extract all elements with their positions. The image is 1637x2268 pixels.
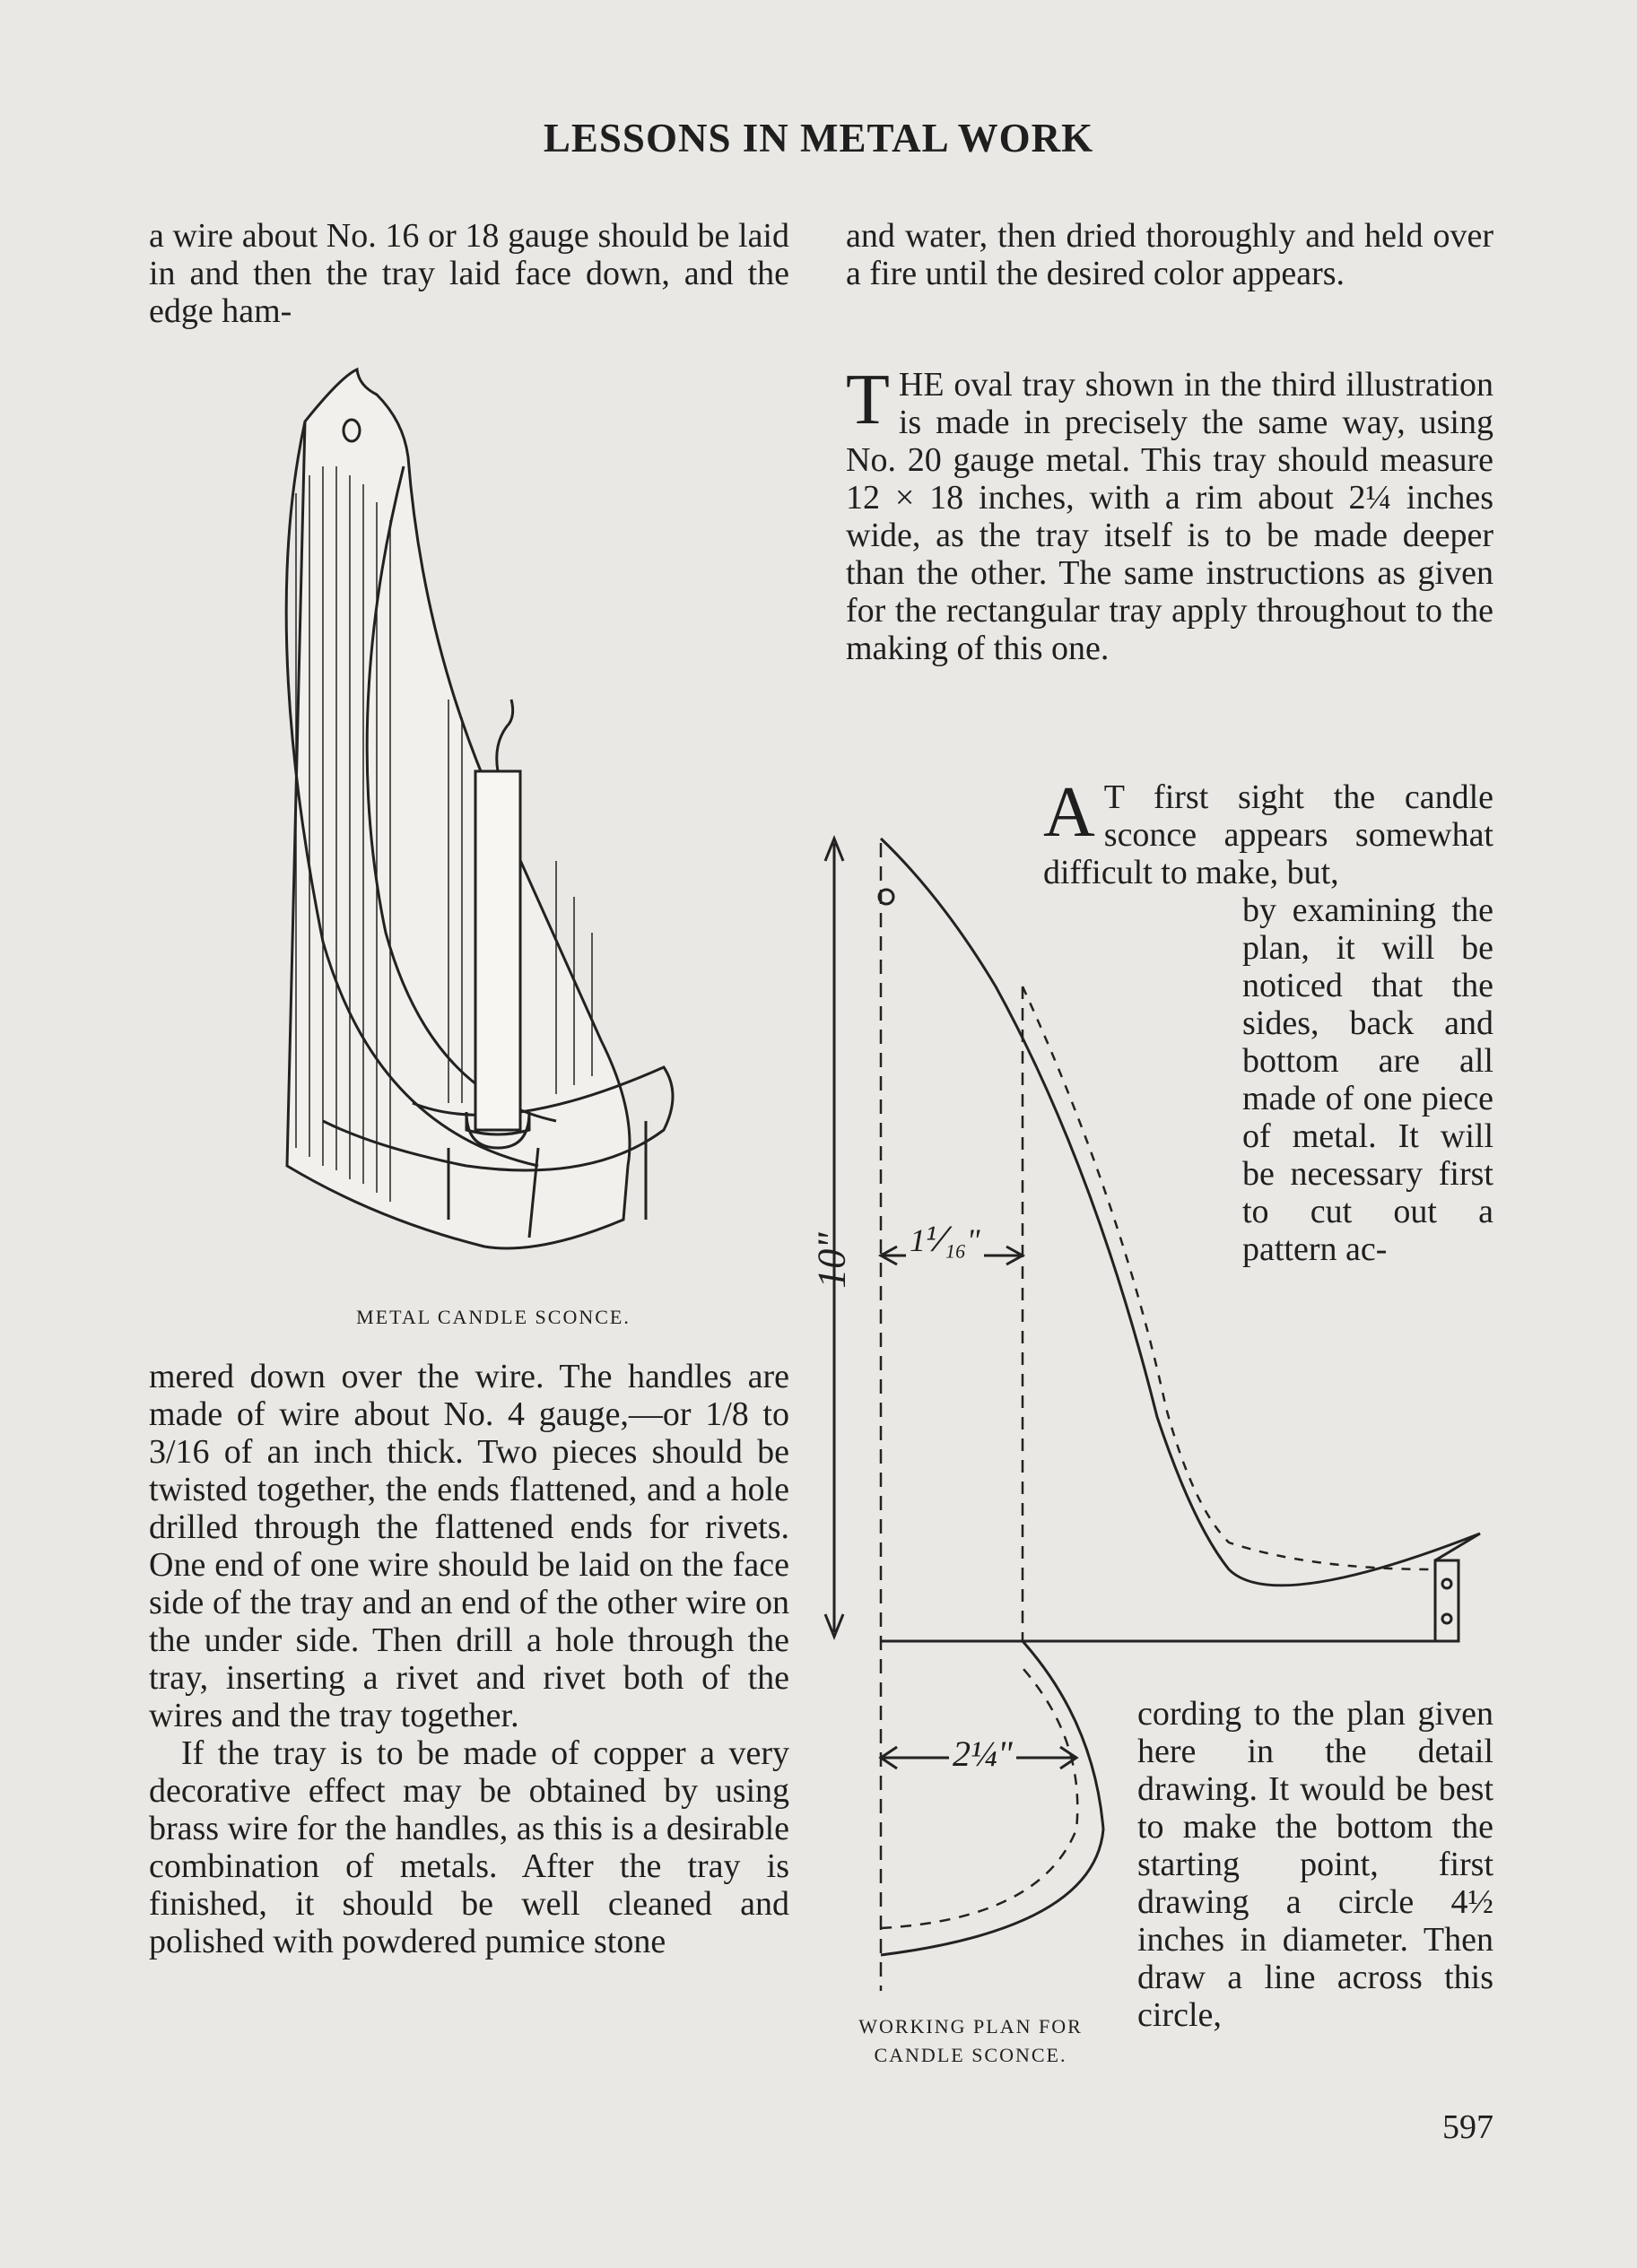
drop-cap: A (1043, 773, 1095, 852)
paragraph: a wire about No. 16 or 18 gauge should be laid in and then the tray laid face down, and the edge ham- (149, 217, 789, 330)
plan-caption-line-1: WORKING PLAN FOR (858, 2015, 1083, 2038)
plan-caption-line-2: CANDLE SCONCE. (874, 2044, 1067, 2066)
drop-cap: T (846, 361, 890, 439)
sconce-caption: METAL CANDLE SCONCE. (356, 1306, 631, 1328)
plan-radius-label: 2¼" (949, 1733, 1016, 1775)
left-column-top (149, 217, 789, 330)
page-number: 597 (1442, 2108, 1493, 2146)
plan-height-label: 10" (809, 1232, 854, 1289)
right-column-oval-tray (846, 361, 1493, 667)
plan-caption (827, 2012, 1114, 2070)
paragraph-text: HE oval tray shown in the third illustration is made in precisely the same way, using No. 20 gauge metal. This tray should measure 12 × 18 inches, with a rim about 2¼ inches wide, as the tray itself is to be made deeper than the other. The same instructions as given for the rectangular tray apply throughout to the making of this one. (846, 366, 1493, 667)
paragraph-text: T first sight the candle sconce appears somewhat difficult to make, but, (1043, 778, 1493, 891)
paragraph: by examining the plan, it will be noticed that the sides, back and bottom are all made of one piece of metal. It will be necessary first to cut out a pattern ac- (1242, 891, 1493, 1268)
right-column-top (846, 217, 1493, 292)
paragraph: cording to the plan given here in the detail drawing. It would be best to make the bottom the starting point, first drawing a circle 4½ inches in diameter. Then draw a line across this circle, (1137, 1695, 1493, 2034)
plan-width-label: 1⅟₁₆" (906, 1221, 984, 1259)
paragraph (846, 361, 1493, 667)
paragraph: mered down over the wire. The handles are made of wire about No. 4 gauge,—or 1/8 to 3/16 of an inch thick. Two pieces should be twisted together, the ends flattened, and a hole drilled through the flattened ends for rivets. One end of one wire should be laid on the face side of the tray and an end of the other wire on the under side. Then drill a hole through the tray, inserting a rivet and rivet both of the wires and the tray together. (149, 1358, 789, 1734)
candle-sconce-illustration (269, 359, 682, 1300)
paragraph: If the tray is to be made of copper a very decorative effect may be obtained by using brass wire for the handles, as this is a desirable combination of metals. After the tray is finished, it should be well cleaned and polished with powdered pumice stone (149, 1734, 789, 1960)
paragraph: and water, then dried thoroughly and held over a fire until the desired color appears. (846, 217, 1493, 292)
left-column-bottom (149, 1358, 789, 1960)
right-column-bottom (1137, 1695, 1493, 2034)
page-title: LESSONS IN METAL WORK (543, 116, 1094, 161)
